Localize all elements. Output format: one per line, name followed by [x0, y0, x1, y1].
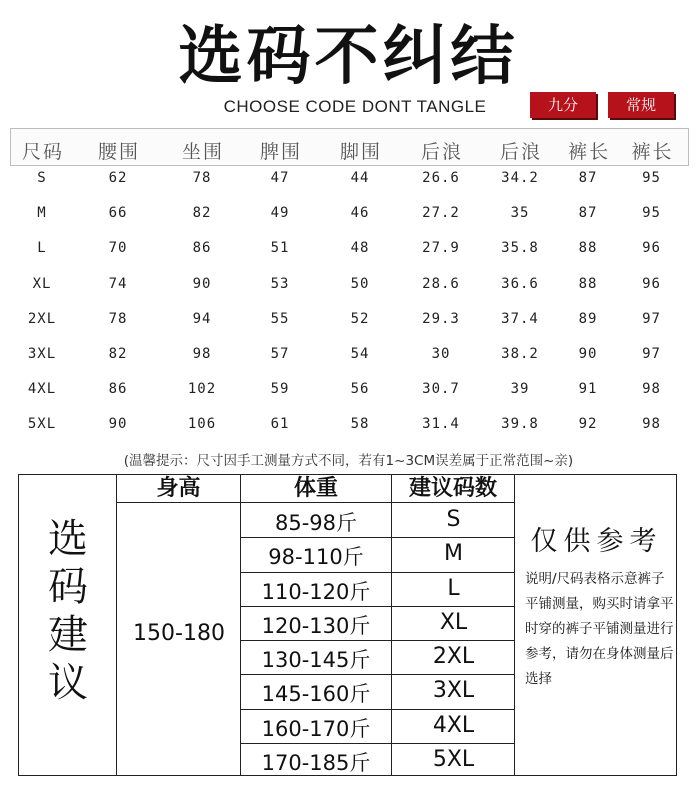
cell-thigh: 61: [270, 416, 290, 433]
table-row: [10, 346, 687, 370]
recommended-size: L: [447, 575, 460, 601]
weight-range: 85-98斤: [274, 511, 358, 535]
cell-back-rise-1: 30.7: [422, 381, 460, 398]
divider: [240, 674, 514, 675]
cell-size: S: [37, 170, 47, 186]
recommended-size: 3XL: [432, 678, 475, 704]
reference-title: 仅供参考: [530, 526, 663, 557]
cell-leg-opening: 50: [350, 275, 370, 292]
cell-length-1: 87: [578, 205, 598, 222]
table-row: [10, 276, 687, 300]
cell-size: 4XL: [27, 381, 57, 398]
column-header-leg-opening: 脚围: [339, 141, 382, 163]
cell-length-2: 96: [642, 240, 661, 257]
cell-leg-opening: 56: [350, 381, 370, 398]
weight-range: 110-120斤: [261, 579, 371, 604]
cell-length-2: 98: [642, 416, 661, 433]
weight-range: 130-145斤: [261, 648, 371, 672]
column-header-back-rise-2: 后浪: [499, 141, 542, 163]
divider: [240, 640, 514, 641]
tag-nine-tenths: 九分: [530, 92, 596, 118]
cell-back-rise-1: 26.6: [422, 170, 460, 186]
recommended-size: M: [444, 541, 463, 567]
page-subtitle: CHOOSE CODE DONT TANGLE: [223, 97, 487, 116]
recommendation-table: [18, 474, 677, 776]
column-header-waist: 腰围: [97, 141, 140, 163]
cell-leg-opening: 58: [350, 416, 370, 433]
column-header-size: 尺码: [21, 141, 64, 163]
cell-back-rise-2: 38.2: [501, 346, 539, 362]
cell-size: XL: [32, 275, 52, 292]
cell-leg-opening: 46: [350, 205, 370, 222]
column-header-back-rise-1: 后浪: [420, 141, 463, 163]
cell-size: L: [37, 240, 47, 257]
cell-waist: 90: [108, 416, 128, 433]
recommended-size: S: [446, 507, 461, 532]
recommendation-label-char: 码: [48, 564, 88, 610]
column-header-weight: 体重: [293, 476, 338, 501]
recommended-size: 2XL: [432, 644, 475, 669]
cell-waist: 82: [108, 346, 128, 362]
cell-size: M: [37, 205, 47, 222]
cell-waist: 74: [108, 275, 128, 292]
cell-waist: 86: [108, 381, 128, 398]
cell-length-1: 88: [578, 240, 598, 257]
size-table-header: [10, 128, 689, 166]
table-row: [10, 205, 687, 229]
divider: [240, 537, 514, 538]
divider: [240, 606, 514, 607]
column-header-length-2: 裤长: [631, 141, 674, 163]
cell-length-2: 95: [642, 205, 661, 222]
cell-size: 5XL: [27, 416, 57, 433]
cell-size: 3XL: [27, 346, 57, 362]
cell-length-1: 89: [578, 310, 598, 327]
cell-thigh: 53: [270, 275, 290, 292]
weight-range: 145-160斤: [261, 682, 371, 707]
cell-back-rise-1: 31.4: [422, 416, 460, 433]
cell-waist: 62: [108, 170, 128, 186]
cell-waist: 78: [108, 310, 128, 327]
cell-hip: 78: [192, 170, 212, 186]
cell-thigh: 57: [270, 346, 290, 362]
cell-length-1: 87: [578, 170, 598, 186]
cell-back-rise-2: 35.8: [501, 240, 539, 257]
column-header-length-1: 裤长: [567, 141, 610, 163]
cell-length-2: 98: [642, 381, 661, 398]
column-header-hip: 坐围: [181, 141, 224, 163]
page-title: 选码不纠结: [178, 20, 519, 94]
cell-length-1: 91: [578, 381, 598, 398]
divider: [240, 743, 514, 744]
column-header-height: 身高: [156, 476, 201, 501]
cell-hip: 106: [187, 416, 217, 433]
cell-back-rise-2: 34.2: [501, 170, 539, 186]
measurement-note: (温馨提示：尺寸因手工测量方式不同，若有1~3CM误差属于正常范围~亲): [123, 453, 574, 469]
recommendation-label-char: 议: [48, 660, 88, 706]
cell-hip: 86: [192, 240, 212, 257]
cell-leg-opening: 44: [350, 170, 370, 186]
divider: [240, 709, 514, 710]
cell-hip: 82: [192, 205, 212, 222]
cell-length-1: 92: [578, 416, 598, 433]
cell-hip: 98: [192, 346, 212, 362]
cell-length-1: 90: [578, 346, 598, 362]
cell-hip: 90: [192, 275, 212, 292]
recommended-size: XL: [439, 609, 468, 635]
cell-thigh: 51: [270, 240, 290, 257]
cell-thigh: 59: [270, 381, 290, 398]
table-row: [10, 381, 687, 405]
height-range: 150-180: [133, 621, 225, 646]
recommendation-label-char: 选: [48, 516, 88, 562]
table-row: [10, 311, 687, 335]
cell-back-rise-2: 35: [510, 205, 530, 222]
reference-text: 说明/尺码表格示意裤子平铺测量，购买时请拿平时穿的裤子平铺测量进行参考，请勿在身体测量后选择: [525, 571, 674, 687]
cell-back-rise-1: 29.3: [422, 310, 460, 327]
cell-back-rise-2: 37.4: [501, 310, 539, 327]
table-row: [10, 240, 687, 264]
cell-length-1: 88: [578, 275, 598, 292]
cell-back-rise-1: 27.2: [422, 205, 460, 222]
cell-back-rise-2: 39.8: [501, 416, 539, 433]
cell-hip: 94: [192, 310, 212, 327]
weight-range: 160-170斤: [261, 716, 371, 741]
tag-regular: 常规: [608, 92, 674, 118]
cell-back-rise-1: 30: [431, 346, 451, 362]
recommended-size: 5XL: [432, 746, 475, 772]
divider: [116, 502, 514, 503]
weight-range: 98-110斤: [268, 545, 364, 570]
cell-back-rise-2: 39: [510, 381, 530, 398]
recommendation-label-char: 建: [48, 612, 88, 658]
cell-leg-opening: 48: [350, 240, 370, 257]
cell-hip: 102: [187, 381, 217, 398]
column-header-thigh: 脾围: [259, 141, 302, 163]
recommendation-label: [19, 515, 117, 707]
table-row: [10, 416, 687, 440]
cell-waist: 66: [108, 205, 128, 222]
recommended-size: 4XL: [432, 712, 475, 738]
divider: [240, 572, 514, 573]
cell-waist: 70: [108, 240, 128, 257]
cell-thigh: 55: [270, 310, 290, 327]
cell-length-2: 97: [642, 346, 661, 362]
cell-back-rise-1: 27.9: [422, 240, 460, 257]
cell-length-2: 96: [642, 275, 661, 292]
cell-length-2: 95: [642, 170, 661, 186]
table-row: [10, 170, 687, 194]
cell-thigh: 49: [270, 205, 290, 222]
column-header-recommended-size: 建议码数: [408, 476, 497, 501]
cell-back-rise-2: 36.6: [501, 275, 539, 292]
weight-range: 170-185斤: [261, 750, 371, 775]
cell-length-2: 97: [642, 310, 661, 327]
cell-leg-opening: 52: [350, 310, 370, 327]
cell-size: 2XL: [27, 310, 57, 327]
cell-back-rise-1: 28.6: [422, 275, 460, 292]
weight-range: 120-130斤: [261, 613, 371, 638]
cell-thigh: 47: [270, 170, 290, 186]
cell-leg-opening: 54: [350, 346, 370, 362]
